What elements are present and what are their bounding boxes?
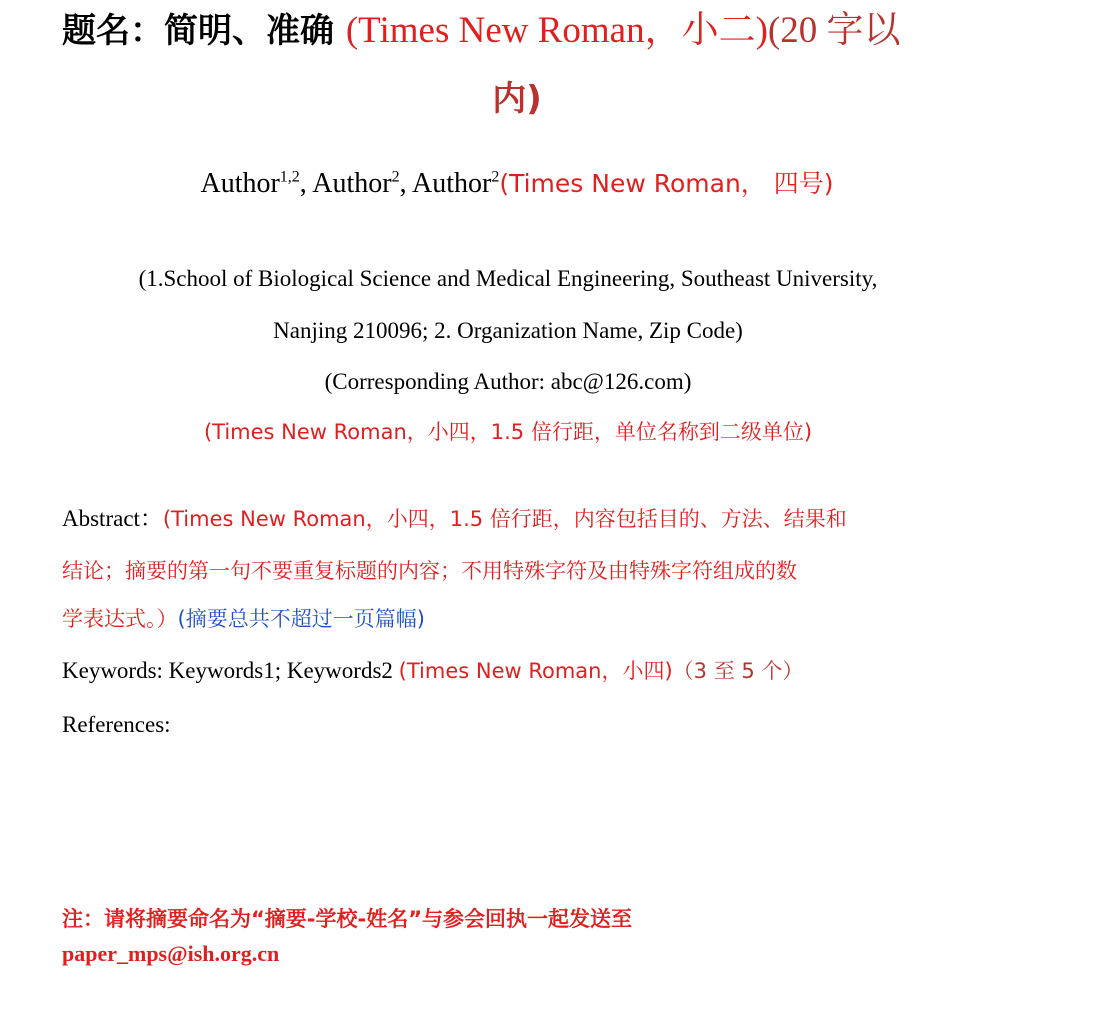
title-format-instruction: (Times New Roman，小二)	[345, 10, 768, 51]
corresponding-author: (Corresponding Author: abc@126.com)	[324, 369, 692, 394]
author-2: , Author	[299, 168, 392, 199]
keywords-line	[62, 655, 982, 687]
keywords-count-note: （3 至 5 个）	[672, 659, 804, 683]
affiliation-line-2: Nanjing 210096; 2. Organization Name, Zip Code)	[273, 318, 743, 343]
paper-title	[62, 6, 982, 56]
abstract-instruction-2: 结论；摘要的第一句不要重复标题的内容；不用特殊字符及由特殊字符组成的数	[62, 559, 797, 583]
author-line	[0, 166, 1034, 202]
affiliation-format-instruction: (Times New Roman，小四，1.5 倍行距，单位名称到二级单位)	[203, 420, 813, 444]
title-length-limit: (20 字以	[767, 10, 901, 51]
abstract-length-note: (摘要总共不超过一页篇幅)	[177, 607, 425, 631]
references-label: References:	[62, 712, 171, 737]
abstract-line-1	[62, 503, 982, 535]
abstract-line-3	[62, 603, 982, 635]
submission-email: paper_mps@ish.org.cn	[62, 941, 280, 966]
submission-note: 注：请将摘要命名为“摘要-学校-姓名”与参会回执一起发送至	[62, 907, 633, 931]
author-format-instruction: (Times New Roman， 四号)	[499, 169, 834, 198]
title-length-limit-continued: 内)	[492, 79, 542, 119]
author-3-affiliation-mark: 2	[491, 168, 500, 186]
abstract-label: Abstract：	[62, 506, 163, 531]
author-3: , Author	[399, 168, 492, 199]
abstract-line-2	[62, 555, 982, 587]
author-1: Author	[200, 168, 280, 199]
keywords-format-instruction: (Times New Roman，小四)	[398, 659, 673, 683]
author-2-affiliation-mark: 2	[391, 168, 400, 186]
affiliation-line-1: (1.School of Biological Science and Medical Engineering, Southeast University,	[138, 266, 878, 291]
author-1-affiliation-mark: 1,2	[279, 168, 300, 186]
abstract-instruction-3: 学表达式。）	[62, 607, 178, 631]
title-text: 题名：简明、准确	[62, 11, 346, 51]
abstract-instruction-1: (Times New Roman，小四，1.5 倍行距，内容包括目的、方法、结果和	[162, 507, 847, 531]
keywords-label: Keywords: Keywords1; Keywords2	[62, 658, 399, 683]
